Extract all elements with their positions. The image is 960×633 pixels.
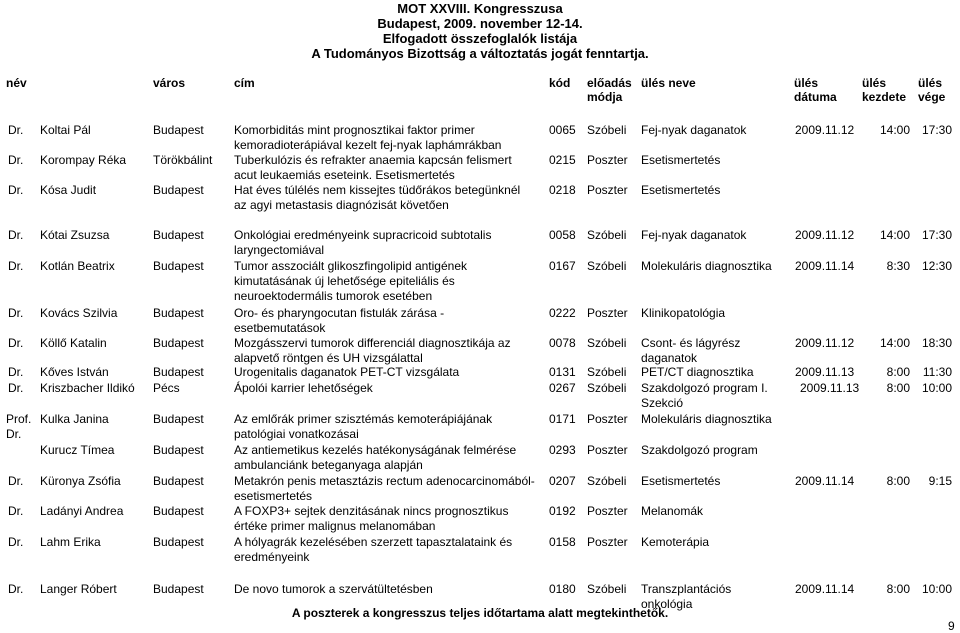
- row-title: A hólyagrák kezelésében szerzett tapasztalataink és eredményeink: [234, 535, 513, 564]
- row-prefix: Dr.: [8, 153, 24, 167]
- row-name: Kotlán Beatrix: [40, 259, 115, 273]
- row-date: 2009.11.14: [795, 259, 855, 273]
- row-start: 14:00: [879, 336, 910, 350]
- row-city: Budapest: [153, 412, 204, 426]
- row-date: 2009.11.13: [800, 381, 860, 395]
- row-session: Csont- és lágyrész daganatok: [641, 336, 741, 365]
- row-prefix: Dr.: [8, 381, 24, 395]
- row-code: 0180: [549, 582, 576, 596]
- row-start: 14:00: [879, 123, 910, 137]
- row-name: Kurucz Tímea: [40, 443, 115, 457]
- row-prefix: Dr.: [8, 365, 24, 379]
- row-name: Kriszbacher Ildikó: [40, 381, 135, 395]
- col-start: ülés kezdete: [862, 76, 907, 104]
- row-end: 9:15: [928, 474, 952, 488]
- row-start: 14:00: [879, 228, 910, 242]
- row-prefix: Dr.: [8, 504, 24, 518]
- row-end: 18:30: [921, 336, 952, 350]
- row-name: Küronya Zsófia: [40, 474, 121, 488]
- row-date: 2009.11.14: [795, 474, 855, 488]
- row-code: 0058: [549, 228, 576, 242]
- row-city: Pécs: [153, 381, 180, 395]
- row-start: 8:30: [886, 259, 910, 273]
- row-date: 2009.11.14: [795, 582, 855, 596]
- row-name: Kótai Zsuzsa: [40, 228, 110, 242]
- row-name: Lahm Erika: [40, 535, 101, 549]
- row-session: Esetismertetés: [641, 474, 721, 488]
- col-code: kód: [549, 76, 571, 90]
- col-name: név: [6, 76, 27, 90]
- row-mode: Szóbeli: [587, 365, 627, 379]
- row-title: Hat éves túlélés nem kissejtes tüdőrákos betegünknél az agyi metastasis diagnózisát követően: [234, 183, 521, 212]
- row-end: 17:30: [921, 123, 952, 137]
- row-name: Ladányi Andrea: [40, 504, 124, 518]
- row-city: Budapest: [153, 474, 204, 488]
- row-code: 0293: [549, 443, 576, 457]
- row-end: 10:00: [921, 381, 952, 395]
- row-session: Szakdolgozó program: [641, 443, 758, 457]
- row-session: Melanomák: [641, 504, 704, 518]
- row-city: Budapest: [153, 306, 204, 320]
- row-mode: Poszter: [587, 535, 628, 549]
- col-mode: előadás módja: [587, 76, 632, 104]
- row-date: 2009.11.12: [795, 228, 855, 242]
- row-prefix: Dr.: [8, 582, 24, 596]
- row-prefix: Dr.: [8, 259, 24, 273]
- row-mode: Poszter: [587, 412, 628, 426]
- row-city: Budapest: [153, 504, 204, 518]
- row-session: Molekuláris diagnosztika: [641, 412, 772, 426]
- row-city: Budapest: [153, 123, 204, 137]
- row-title: Az emlőrák primer szisztémás kemoterápiájának patológiai vonatkozásai: [234, 412, 493, 441]
- row-title: Mozgásszervi tumorok differenciál diagnosztikája az alapvető röntgen és UH vizsgálattal: [234, 336, 511, 365]
- row-mode: Poszter: [587, 306, 628, 320]
- row-title: Tuberkulózis és refrakter anaemia kapcsán felismert acut leukaemiás eseteink. Esetismertetés: [234, 153, 512, 182]
- row-date: 2009.11.13: [795, 365, 855, 379]
- row-name: Korompay Réka: [40, 153, 127, 167]
- row-mode: Szóbeli: [587, 123, 627, 137]
- row-start: 8:00: [886, 381, 910, 395]
- row-name: Kőves István: [40, 365, 109, 379]
- row-title: Onkológiai eredményeink supracricoid subtotalis laryngectomiával: [234, 228, 492, 257]
- row-mode: Poszter: [587, 504, 628, 518]
- row-mode: Poszter: [587, 443, 628, 457]
- row-title: De novo tumorok a szervátültetésben: [234, 582, 433, 596]
- row-start: 8:00: [886, 582, 910, 596]
- row-title: Urogenitalis daganatok PET-CT vizsgálata: [234, 365, 460, 379]
- row-session: Klinikopatológia: [641, 306, 726, 320]
- row-mode: Poszter: [587, 153, 628, 167]
- row-prefix: Dr.: [8, 336, 24, 350]
- col-title: cím: [234, 76, 255, 90]
- row-city: Budapest: [153, 443, 204, 457]
- row-date: 2009.11.12: [795, 123, 855, 137]
- row-name: Kulka Janina: [40, 412, 109, 426]
- row-city: Budapest: [153, 535, 204, 549]
- row-prefix: Dr.: [8, 183, 24, 197]
- col-date: ülés dátuma: [794, 76, 837, 104]
- row-mode: Szóbeli: [587, 474, 627, 488]
- header-line-3: Elfogadott összefoglalók listája: [382, 31, 578, 46]
- row-session: Esetismertetés: [641, 183, 721, 197]
- row-title: A FOXP3+ sejtek denzitásának nincs prognosztikus értéke primer malignus melanomában: [234, 504, 509, 533]
- row-title: Az antiemetikus kezelés hatékonyságának felmérése ambulanciánk beteganyaga alapján: [234, 443, 517, 472]
- row-session: Transzplantációs onkológia: [641, 582, 732, 611]
- row-city: Budapest: [153, 582, 204, 596]
- row-city: Budapest: [153, 259, 204, 273]
- row-title: Oro- és pharyngocutan fistulák zárása - esetbemutatások: [234, 306, 445, 335]
- row-city: Törökbálint: [153, 153, 213, 167]
- row-name: Kósa Judit: [40, 183, 97, 197]
- row-name: Langer Róbert: [40, 582, 117, 596]
- row-date: 2009.11.12: [795, 336, 855, 350]
- row-title: Tumor asszociált glikoszfingolipid antigének kimutatásának új lehetősége epiteliális és neuroektodermális tumorok esetében: [234, 259, 468, 303]
- row-name: Köllő Katalin: [40, 336, 107, 350]
- header-line-1: MOT XXVIII. Kongresszusa: [397, 1, 563, 16]
- row-session: PET/CT diagnosztika: [641, 365, 754, 379]
- row-prefix: Dr.: [8, 306, 24, 320]
- footer-note: A poszterek a kongresszus teljes időtartama alatt megtekinthetők.: [291, 606, 669, 620]
- row-start: 8:00: [886, 474, 910, 488]
- row-name: Kovács Szilvia: [40, 306, 118, 320]
- row-code: 0207: [549, 474, 576, 488]
- row-title: Komorbiditás mint prognosztikai faktor primer kemoradioterápiával kezelt fej-nyak laphámrákban: [234, 123, 502, 152]
- row-code: 0267: [549, 381, 576, 395]
- col-city: város: [153, 76, 186, 90]
- row-title: Ápolói karrier lehetőségek: [234, 381, 373, 395]
- row-session: Fej-nyak daganatok: [641, 228, 747, 242]
- row-code: 0158: [549, 535, 576, 549]
- row-session: Kemoterápia: [641, 535, 710, 549]
- row-code: 0192: [549, 504, 576, 518]
- row-code: 0222: [549, 306, 576, 320]
- row-session: Szakdolgozó program I. Szekció: [641, 381, 768, 410]
- row-mode: Szóbeli: [587, 381, 627, 395]
- row-city: Budapest: [153, 336, 204, 350]
- row-city: Budapest: [153, 183, 204, 197]
- row-code: 0218: [549, 183, 576, 197]
- row-end: 17:30: [921, 228, 952, 242]
- row-title: Metakrón penis metasztázis rectum adenocarcinomából- esetismertetés: [234, 474, 535, 503]
- row-code: 0215: [549, 153, 576, 167]
- row-mode: Poszter: [587, 183, 628, 197]
- row-prefix: Dr.: [8, 474, 24, 488]
- row-session: Molekuláris diagnosztika: [641, 259, 772, 273]
- row-city: Budapest: [153, 228, 204, 242]
- row-prefix: Dr.: [8, 228, 24, 242]
- col-session: ülés neve: [641, 76, 696, 90]
- row-name: Koltai Pál: [40, 123, 91, 137]
- row-code: 0171: [549, 412, 576, 426]
- row-session: Fej-nyak daganatok: [641, 123, 747, 137]
- page-number: 9: [948, 619, 955, 633]
- header-line-4: A Tudományos Bizottság a változtatás jogát fenntartja.: [311, 46, 649, 61]
- row-prefix: Prof. Dr.: [6, 412, 32, 441]
- row-start: 8:00: [886, 365, 910, 379]
- row-code: 0078: [549, 336, 576, 350]
- row-city: Budapest: [153, 365, 204, 379]
- row-code: 0167: [549, 259, 576, 273]
- row-mode: Szóbeli: [587, 228, 627, 242]
- row-end: 11:30: [922, 365, 952, 379]
- row-prefix: Dr.: [8, 535, 24, 549]
- col-end: ülés vége: [918, 76, 946, 104]
- row-code: 0065: [549, 123, 576, 137]
- row-end: 10:00: [921, 582, 952, 596]
- row-mode: Szóbeli: [587, 259, 627, 273]
- row-prefix: Dr.: [8, 123, 24, 137]
- header-line-2: Budapest, 2009. november 12-14.: [377, 16, 583, 31]
- row-mode: Szóbeli: [587, 336, 627, 350]
- row-session: Esetismertetés: [641, 153, 721, 167]
- row-code: 0131: [549, 365, 576, 379]
- row-end: 12:30: [921, 259, 952, 273]
- row-mode: Szóbeli: [587, 582, 627, 596]
